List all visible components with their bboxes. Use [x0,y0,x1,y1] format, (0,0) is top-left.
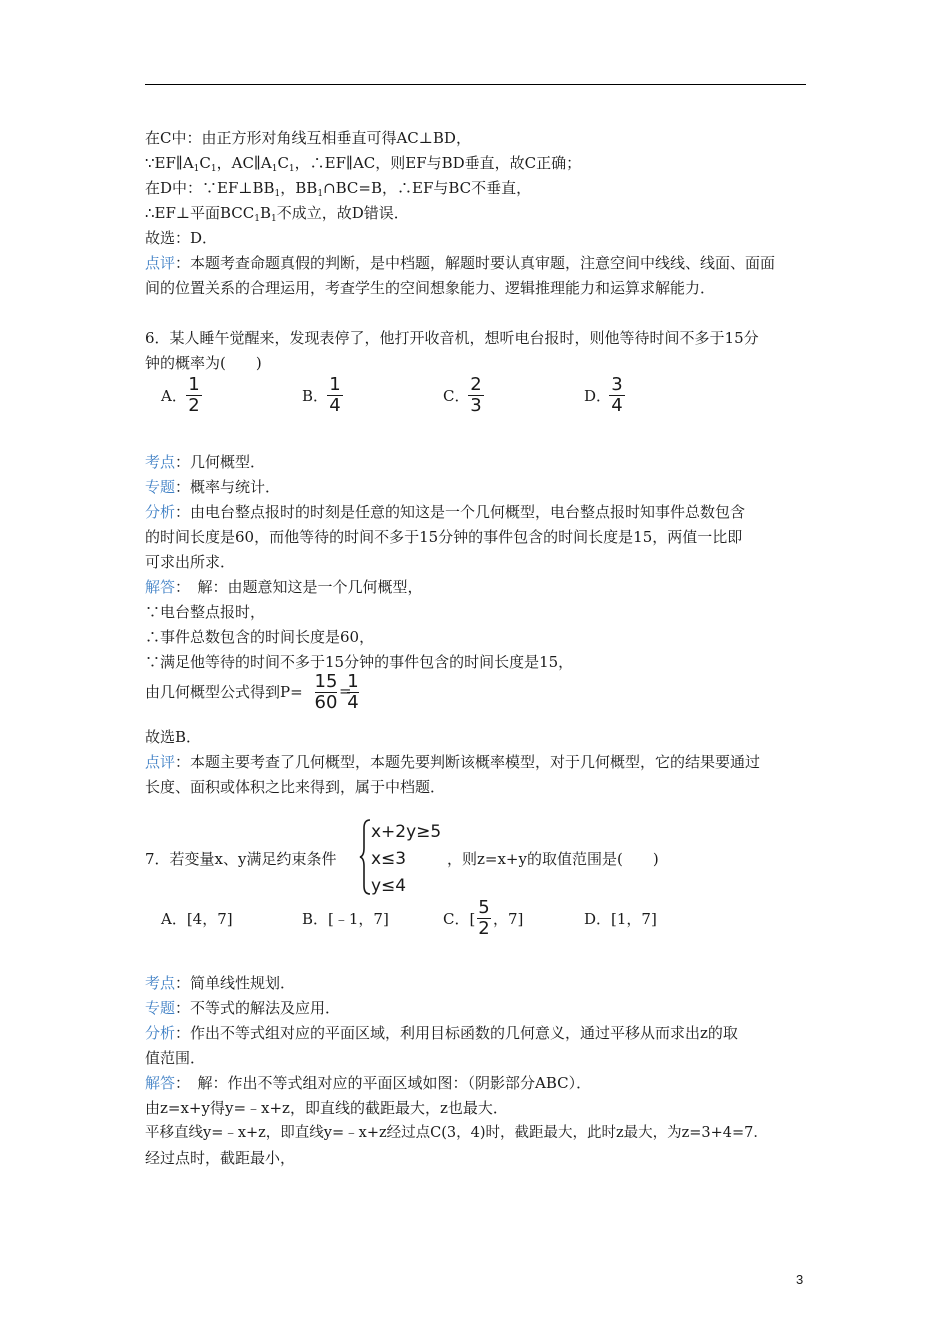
prev-comment-1: 点评：本题考查命题真假的判断，是中档题，解题时要认真审题，注意空间中线线、线面、面面 [145,254,776,272]
q6-step-1: ∵电台整点报时， [145,603,266,621]
q7-stem-pre: 7．若变量x、y满足约束条件 [145,850,337,868]
q7-step-2: 平移直线y=﹣x+z，即直线y=﹣x+z经过点C(3，4)时，截距最大，此时z最大，为z=3+4=7． [145,1125,768,1141]
q6-option-a-fraction: 1 2 [185,375,203,416]
q7-option-c-pre: C．[ [443,910,476,928]
q6-option-c-fraction: 2 3 [467,375,485,416]
q7-option-a: A．[4，7] [161,910,233,928]
q6-fenxi-1: 分析：由电台整点报时的时刻是任意的知这是一个几何概型，电台整点报时知事件总数包含 [145,503,746,521]
q7-brace [358,818,372,896]
q7-option-c-fraction: 5 2 [478,897,490,939]
q7-option-d: D．[1，7] [584,910,657,928]
q6-option-b-label: B． [302,387,329,405]
header-rule [145,84,806,85]
prev-line-2: $\because EF\parallel A_1C_1$，$AC\parallel A_1C_1$，∴EF∥AC，则EF与BD垂直，故C正确； [145,154,582,174]
prev-line-3: 在D中：$\because EF\perp BB_1$，$BB_1\cap BC=B$，∴EF与BC不垂直， [145,179,532,199]
q6-option-b-fraction: 1 4 [326,375,344,416]
q7-constraint-3: y≤4 [371,876,407,896]
q6-kaodian: 考点：几何概型． [145,453,266,471]
q7-jieda: 解答： 解：作出不等式组对应的平面区域如图：（阴影部分ABC）． [145,1074,592,1092]
q6-step-3: ∵满足他等待的时间不多于15分钟的事件包含的时间长度是15， [145,653,574,671]
q7-kaodian: 考点：简单线性规划． [145,974,296,992]
q6-fraction-1-4: 1 4 [347,671,359,713]
q7-step-3: 经过点时，截距最小， [145,1149,296,1167]
q6-answer: 故选B． [145,728,202,746]
q7-step-1: 由z=x+y得y=﹣x+z，即直线的截距最大，z也最大． [145,1099,508,1117]
q6-equals: = [339,682,352,700]
q6-dianping-2: 长度、面积或体积之比来得到，属于中档题． [145,778,446,796]
q7-option-c-post: ，7] [493,910,524,928]
q6-fenxi-2: 的时间长度是60，而他等待的时间不多于15分钟的事件包含的时间长度是15，两值一比即 [145,528,743,546]
q6-stem-1: 6．某人睡午觉醒来，发现表停了，他打开收音机，想听电台报时，则他等待时间不多于15分 [145,329,759,347]
q7-fenxi-1: 分析：作出不等式组对应的平面区域，利用目标函数的几何意义，通过平移从而求出z的取 [145,1024,738,1042]
prev-line-1: 在C中：由正方形对角线互相垂直可得AC⊥BD， [145,129,471,147]
q7-constraint-1: x+2y≥5 [371,822,442,842]
q6-option-d-label: D． [584,387,612,405]
q7-stem-post: ，则z=x+y的取值范围是( ) [447,850,659,868]
prev-comment-2: 间的位置关系的合理运用，考查学生的空间想象能力、逻辑推理能力和运算求解能力． [145,279,716,297]
q7-constraint-2: x≤3 [371,849,407,869]
page-number: 3 [796,1272,804,1287]
q6-fenxi-3: 可求出所求． [145,553,236,571]
q7-fenxi-2: 值范围． [145,1049,206,1067]
prev-answer: 故选：D． [145,229,218,247]
q6-option-d-fraction: 3 4 [608,375,626,416]
q7-option-b: B．[﹣1，7] [302,910,389,928]
prev-line-4: ∴EF⊥平面$BCC_1B_1$不成立，故D错误． [145,204,409,224]
q6-jieda: 解答： 解：由题意知这是一个几何概型， [145,578,423,596]
q6-option-c-label: C． [443,387,470,405]
q6-fraction-15-60: 15 60 [314,671,338,713]
q6-step-2: ∴事件总数包含的时间长度是60， [145,628,375,646]
q7-zhuanti: 专题：不等式的解法及应用． [145,999,341,1017]
comment-label: 点评 [145,254,176,272]
q6-stem-2: 钟的概率为( ) [145,354,262,372]
q6-zhuanti: 专题：概率与统计． [145,478,281,496]
q6-step-4: 由几何概型公式得到P= [145,683,303,701]
q6-dianping-1: 点评：本题主要考查了几何概型，本题先要判断该概率模型，对于几何概型，它的结果要通过 [145,753,761,771]
q6-option-a-label: A． [161,387,187,405]
